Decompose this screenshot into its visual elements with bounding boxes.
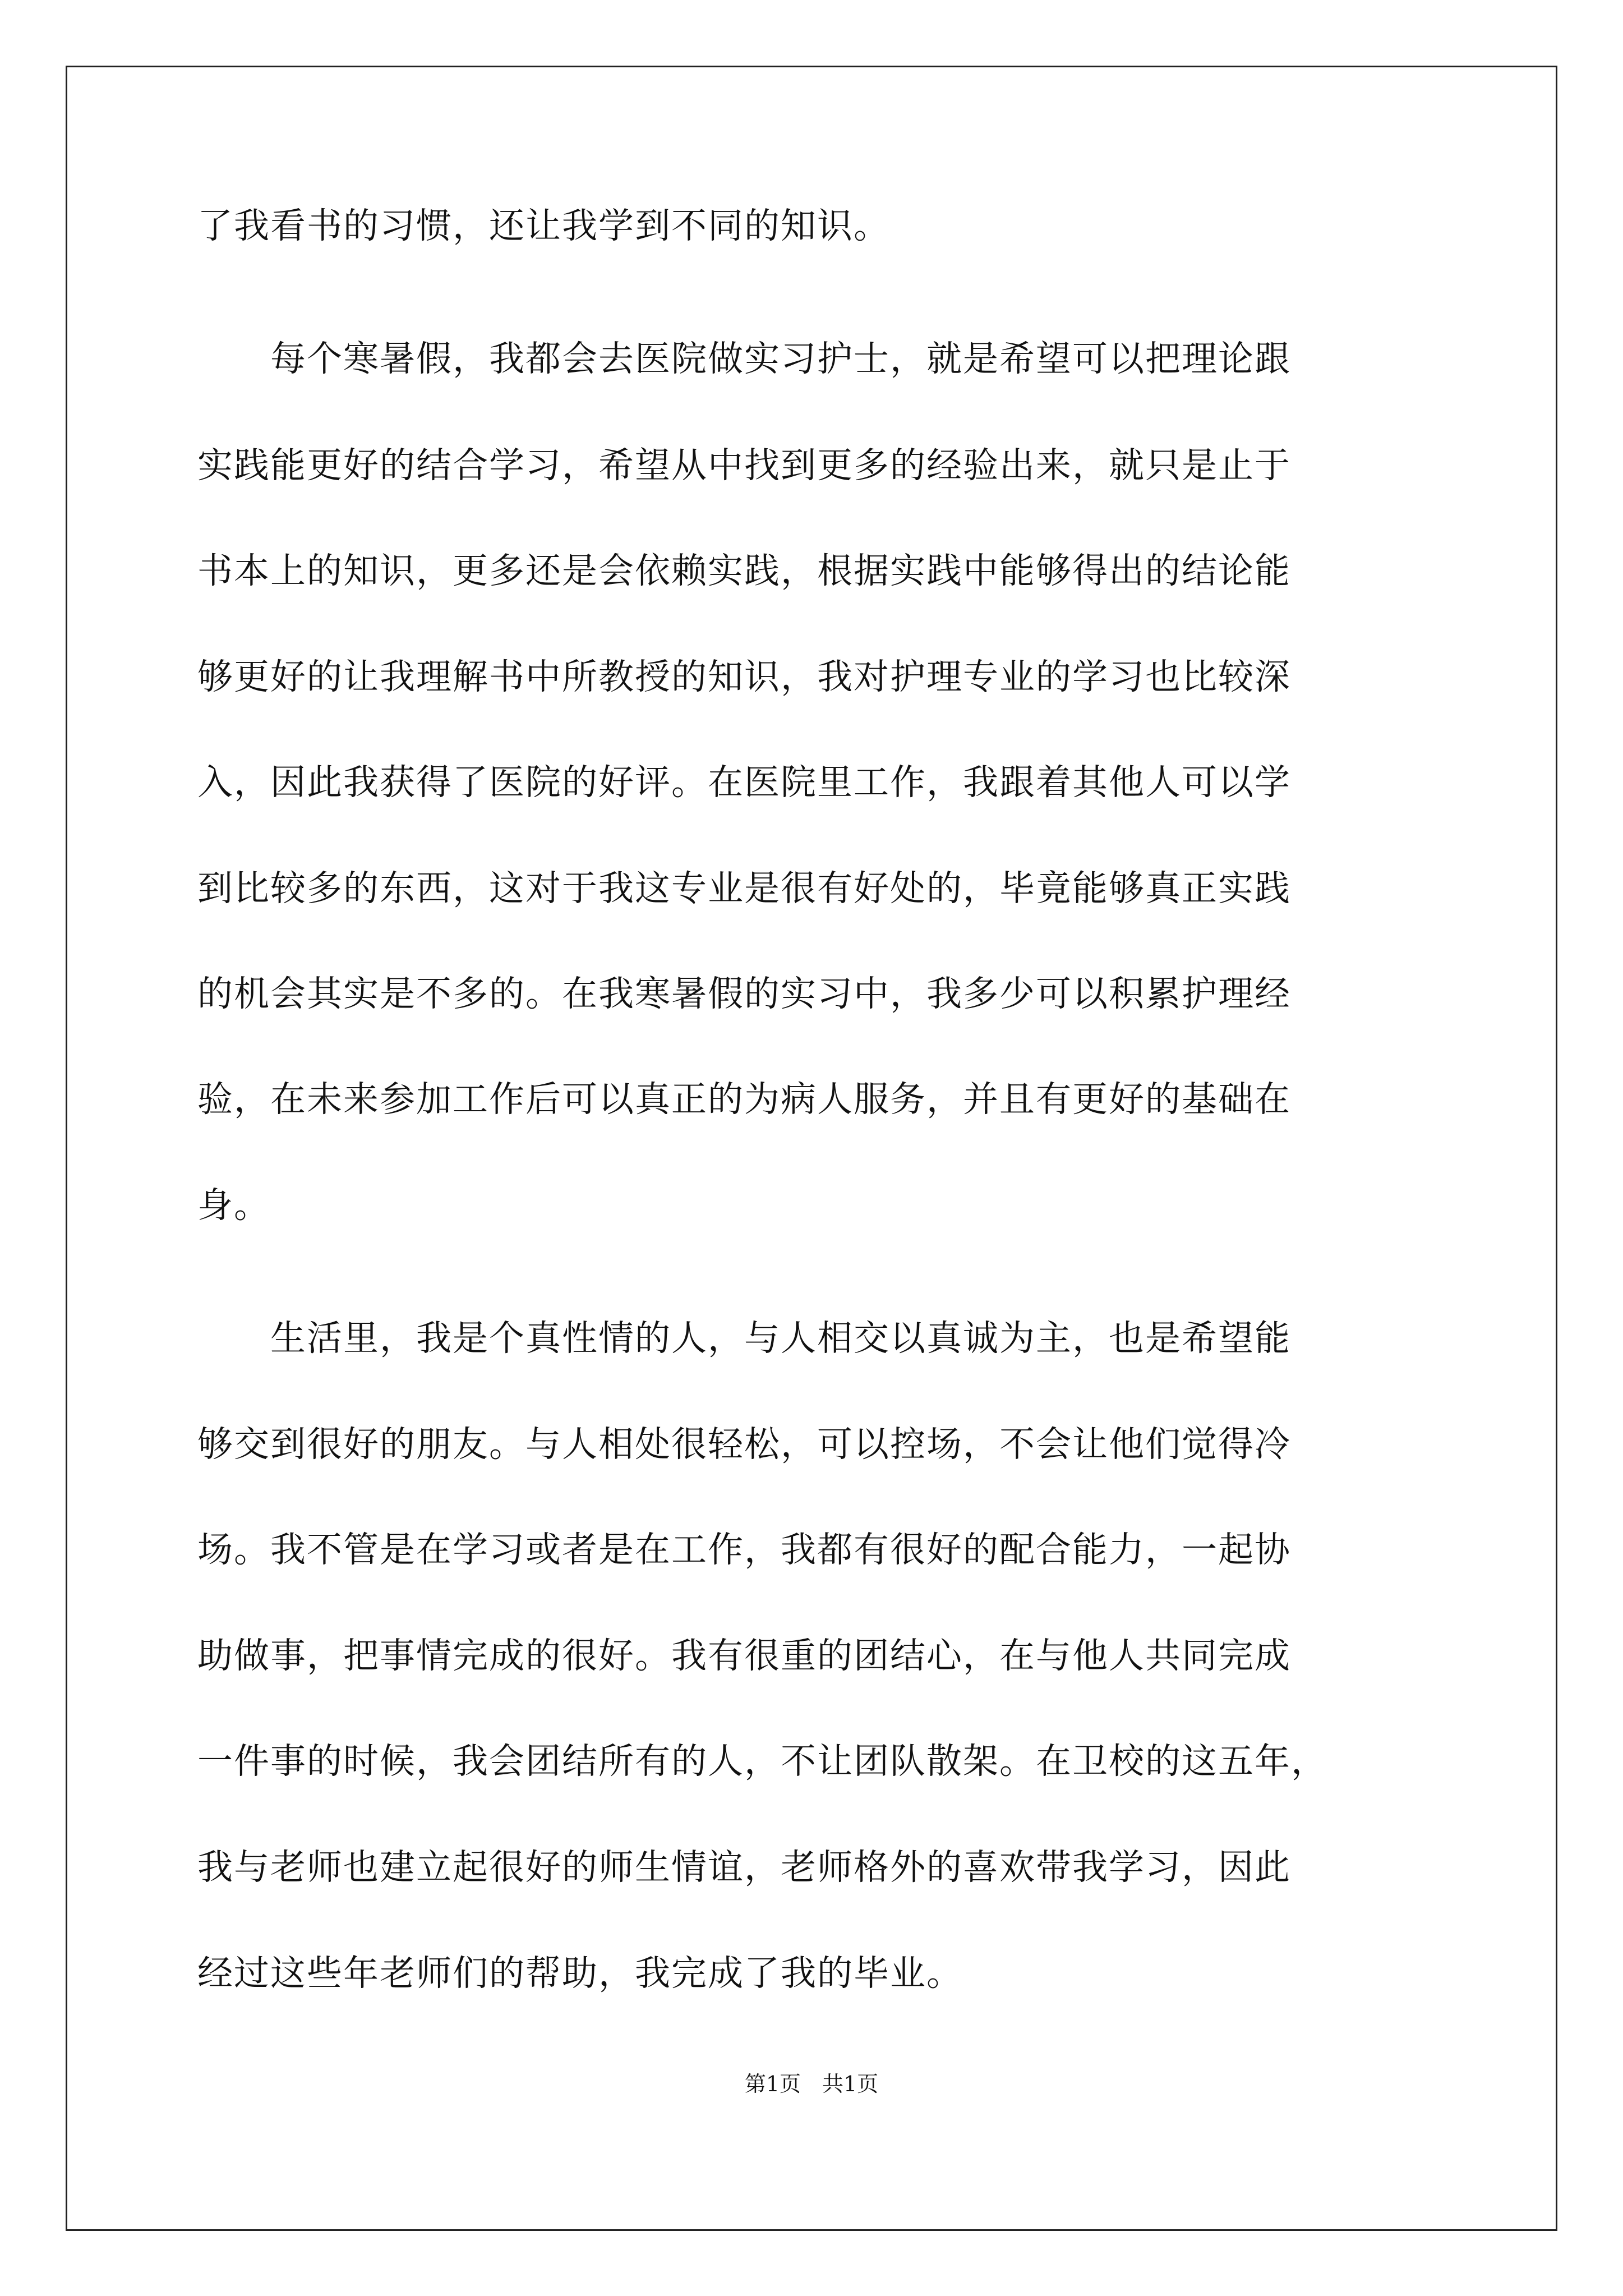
text-line: 身。 [197, 1185, 270, 1226]
text-line: 生活里，我是个真性情的人，与人相交以真诚为主，也是希望能 [197, 1318, 1291, 1359]
text-line: 实践能更好的结合学习，希望从中找到更多的经验出来，就只是止于 [197, 445, 1291, 486]
text-line: 每个寒暑假，我都会去医院做实习护士，就是希望可以把理论跟 [197, 338, 1291, 379]
text-line: 验，在未来参加工作后可以真正的为病人服务，并且有更好的基础在 [197, 1079, 1291, 1120]
text-line: 我与老师也建立起很好的师生情谊，老师格外的喜欢带我学习，因此 [197, 1847, 1291, 1888]
text-line: 入，因此我获得了医院的好评。在医院里工作，我跟着其他人可以学 [197, 762, 1291, 803]
text-line: 经过这些年老师们的帮助，我完成了我的毕业。 [197, 1953, 963, 1994]
text-line: 的机会其实是不多的。在我寒暑假的实习中，我多少可以积累护理经 [197, 973, 1291, 1014]
text-line: 了我看书的习惯，还让我学到不同的知识。 [197, 205, 890, 246]
text-line: 助做事，把事情完成的很好。我有很重的团结心，在与他人共同完成 [197, 1635, 1291, 1676]
text-line: 一件事的时候，我会团结所有的人，不让团队散架。在卫校的这五年， [197, 1741, 1327, 1782]
text-line: 场。我不管是在学习或者是在工作，我都有很好的配合能力，一起协 [197, 1529, 1291, 1570]
text-line: 够更好的让我理解书中所教授的知识，我对护理专业的学习也比较深 [197, 656, 1291, 697]
text-line: 到比较多的东西，这对于我这专业是很有好处的，毕竟能够真正实践 [197, 868, 1291, 909]
page-number-footer: 第1页 共1页 [744, 2072, 879, 2096]
text-line: 够交到很好的朋友。与人相处很轻松，可以控场，不会让他们觉得冷 [197, 1424, 1291, 1465]
text-line: 书本上的知识，更多还是会依赖实践，根据实践中能够得出的结论能 [197, 550, 1291, 591]
